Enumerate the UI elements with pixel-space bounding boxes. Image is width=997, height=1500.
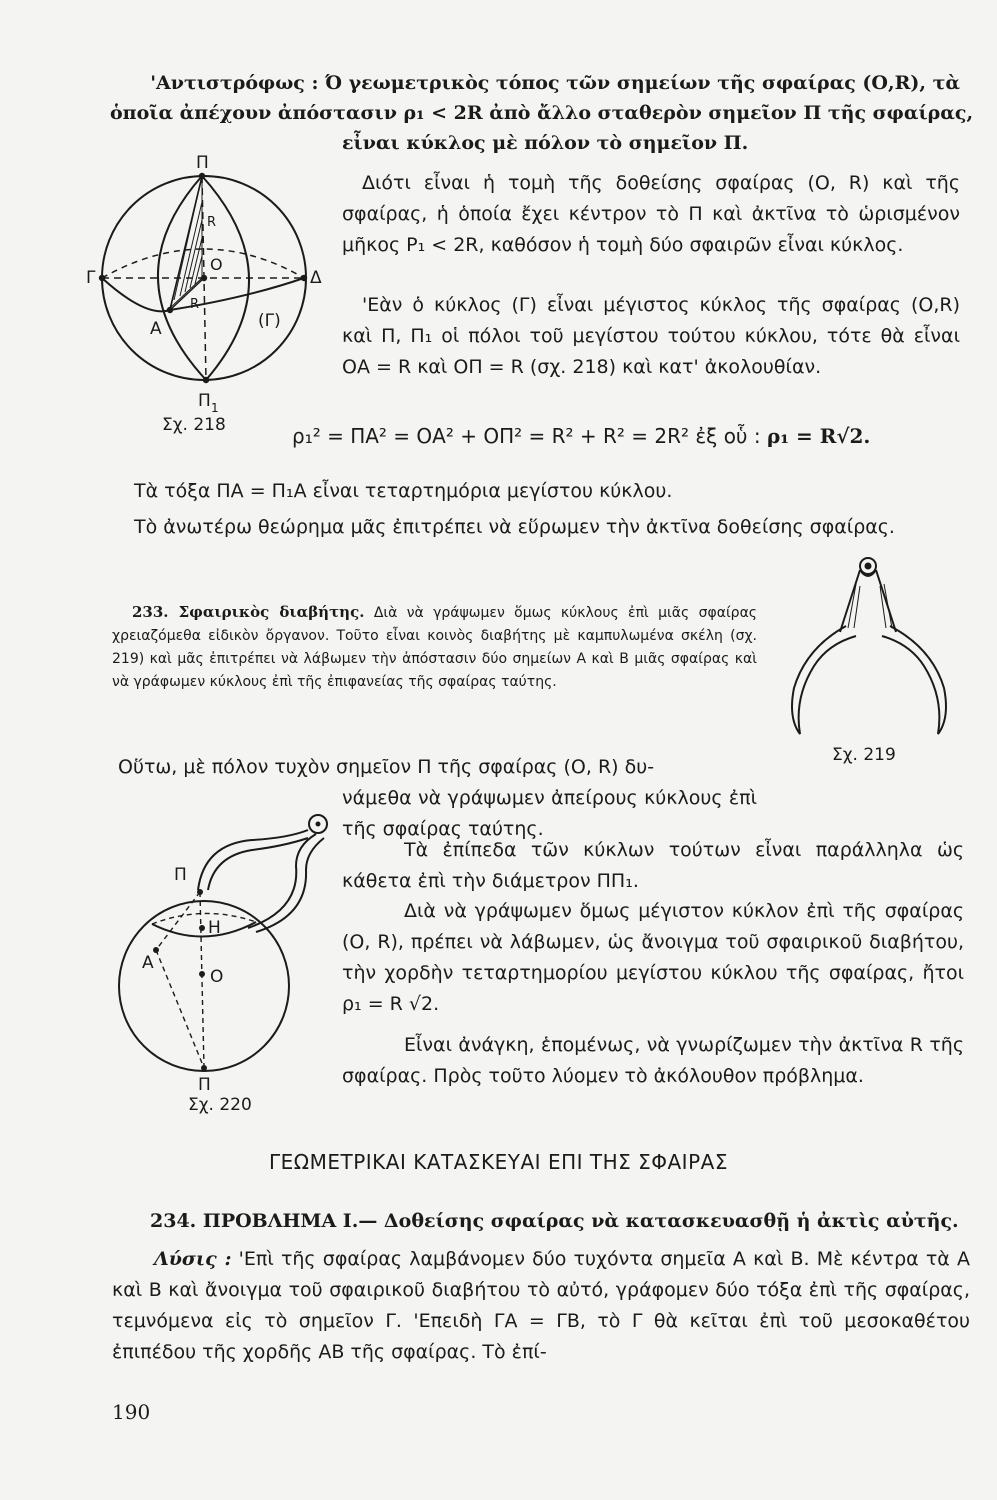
caption-fig-219: Σχ. 219	[832, 745, 896, 765]
section-233-text: Διὰ νὰ γράψωμεν ὅμως κύκλους ἐπὶ μιᾶς σφαίρας χρειαζόμεθα εἰδικὸν ὄργανον. Τοῦτο εἶναι κοινὸς διαβήτης μὲ καμπυλωμένα σκέλη (σχ. 219) καὶ μᾶς ἐπιτρέπει νὰ λάβωμεν τὴν ἀπόστασιν δύο σημείων Α καὶ Β μιᾶς σφαίρας καὶ νὰ γράφωμεν κύκλους ἐπὶ τῆς ἐπιφανείας τῆς σφαίρας ταύτης.	[112, 605, 758, 690]
compass-leg-left	[792, 626, 856, 734]
compass-arm-4	[256, 838, 324, 932]
theorem-line-2: ὁποῖα ἀπέχουν ἀπόστασιν ρ₁ < 2R ἀπὸ ἄλλο σταθερὸν σημεῖον Π τῆς σφαίρας,	[110, 102, 974, 124]
figure-218	[86, 150, 336, 420]
solution-paragraph	[112, 1244, 970, 1368]
section-233-heading: 233. Σφαιρικὸς διαβήτης.	[132, 603, 365, 621]
section-title: ΓΕΩΜΕΤΡΙΚΑΙ ΚΑΤΑΣΚΕΥΑΙ ΕΠΙ ΤΗΣ ΣΦΑΙΡΑΣ	[269, 1150, 728, 1174]
label-P-bottom: Π	[198, 1075, 211, 1095]
label-D: Δ	[310, 268, 322, 288]
planes-paragraph: Τὰ ἐπίπεδα τῶν κύκλων τούτων εἶναι παράλληλα ὡς κάθετα ἐπὶ τὴν διάμετρον ΠΠ₁.	[342, 839, 964, 892]
axis	[200, 892, 204, 1068]
label-O: Ο	[210, 255, 223, 274]
label-circle-G: (Γ)	[258, 311, 281, 331]
caption-fig-218: Σχ. 218	[162, 415, 226, 435]
label-O: Ο	[210, 967, 224, 987]
great-circle-paragraph: Διὰ νὰ γράψωμεν ὅμως μέγιστον κύκλον ἐπὶ τῆς σφαίρας (Ο, R), πρέπει νὰ λάβωμεν, ὡς ἄνοιγμα τοῦ σφαιρικοῦ διαβήτου, τὴν χορδὴν τεταρτημορίου μεγίστου κύκλου τῆς σφαίρας, ἤτοι ρ₁ = R √2.	[342, 900, 964, 1015]
chord-A-bottom	[156, 950, 204, 1068]
caption-fig-220: Σχ. 220	[188, 1095, 252, 1115]
label-P1: Π	[198, 391, 211, 411]
label-A: Α	[150, 319, 162, 339]
equator-front	[102, 278, 304, 311]
label-P: Π	[196, 153, 209, 173]
label-G: Γ	[86, 268, 96, 288]
solution-text: 'Επὶ τῆς σφαίρας λαμβάνομεν δύο τυχόντα σημεῖα Α καὶ Β. Μὲ κέντρα τὰ Α καὶ Β καὶ ἄνοιγμα τοῦ σφαιρικοῦ διαβήτου τὸ αὐτό, γράφομεν δύο τόξα ἐπὶ τῆς σφαίρας, τεμνόμενα εἰς τὸ σημεῖον Γ. 'Επειδὴ ΓΑ = ΓΒ, τὸ Γ θὰ κεῖται ἐπὶ τοῦ μεσοκαθέτου ἐπιπέδου τῆς χορδῆς ΑΒ τῆς σφαίρας. Τὸ ἐπί-	[112, 1248, 970, 1363]
figure-220	[112, 800, 352, 1100]
radius-paragraph: Εἶναι ἀνάγκη, ἑπομένως, νὰ γνωρίζωμεν τὴν ἀκτῖνα R τῆς σφαίρας. Πρὸς τοῦτο λύομεν τὸ ἀκόλουθον πρόβλημα.	[342, 1034, 964, 1087]
theorem-use-paragraph: Τὸ ἀνωτέρω θεώρημα μᾶς ἐπιτρέπει νὰ εὕρωμεν τὴν ἀκτῖνα δοθείσης σφαίρας.	[134, 516, 895, 538]
label-P1-sub: 1	[211, 401, 219, 415]
compass-hatching	[848, 584, 892, 628]
pole-paragraph-rest: νάμεθα νὰ γράψωμεν ἀπείρους κύκλους ἐπὶ τῆς σφαίρας ταύτης.	[342, 787, 757, 840]
equation-line	[292, 424, 962, 448]
page-number: 190	[112, 1400, 151, 1424]
label-H: Η	[208, 918, 221, 938]
proof-paragraph-2: 'Εὰν ὁ κύκλος (Γ) εἶναι μέγιστος κύκλος τῆς σφαίρας (Ο,R) καὶ Π, Π₁ οἱ πόλοι τοῦ μεγίστου τούτου κύκλου, τότε θὰ εἶναι ΟΑ = R καὶ ΟΠ = R (σχ. 218) καὶ κατ' ἀκολουθίαν.	[342, 294, 960, 378]
equation-lhs: ρ₁² = ΠΑ² = ΟΑ² + ΟΠ² = R² + R² = 2R² ἐξ οὗ :	[292, 424, 761, 448]
equation-result: ρ₁ = R√2.	[766, 424, 871, 448]
small-circle-back	[152, 913, 256, 924]
compass-leg-right	[882, 626, 946, 734]
problem-234-heading: 234. ΠΡΟΒΛΗΜΑ Ι.— Δοθείσης σφαίρας νὰ κατασκευασθῇ ἡ ἀκτὶς αὐτῆς.	[150, 1210, 959, 1232]
proof-paragraph-1: Διότι εἶναι ἡ τομὴ τῆς δοθείσης σφαίρας (Ο, R) καὶ τῆς σφαίρας, ἡ ὁποία ἔχει κέντρον τὸ Π καὶ ἀκτῖνα τὸ ὡρισμένον μῆκος P₁ < 2R, καθόσον ἡ τομὴ δύο σφαιρῶν εἶναι κύκλος.	[342, 172, 960, 256]
compass-arm-1	[198, 830, 308, 890]
label-A: Α	[142, 953, 154, 973]
theorem-line-1: 'Αντιστρόφως : Ό γεωμετρικὸς τόπος τῶν σημείων τῆς σφαίρας (Ο,R), τὰ	[150, 72, 960, 94]
section-233	[112, 601, 757, 694]
label-P-top: Π	[174, 865, 187, 885]
compass-head	[840, 570, 896, 632]
theorem-line-3: εἶναι κύκλος μὲ πόλον τὸ σημεῖον Π.	[342, 132, 749, 154]
theorem-statement	[110, 68, 974, 158]
figure-219	[776, 548, 976, 738]
arcs-line: Τὰ τόξα ΠΑ = Π₁Α εἶναι τεταρτημόρια μεγίστου κύκλου.	[134, 480, 673, 502]
label-R-radius: R	[190, 297, 200, 312]
pole-paragraph-line1: Οὕτω, μὲ πόλον τυχὸν σημεῖον Π τῆς σφαίρας (Ο, R) δυ-	[118, 756, 655, 778]
label-R-vertical: R	[207, 215, 217, 230]
solution-label: Λύσις :	[154, 1248, 232, 1270]
compass-arm-2	[208, 838, 308, 890]
